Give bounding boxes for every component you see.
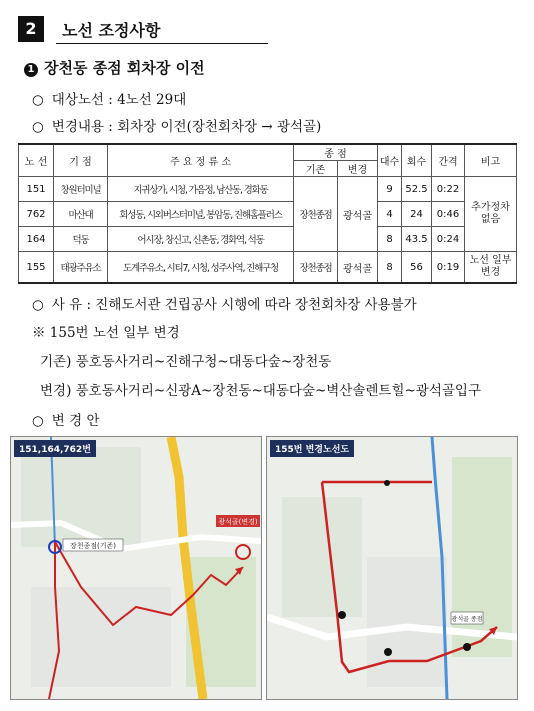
ring-bullet-icon: ○ (32, 297, 44, 313)
plan-line (32, 409, 100, 429)
route-maps (10, 436, 516, 698)
routes-table (18, 143, 517, 284)
ring-bullet-icon: ○ (32, 92, 44, 108)
cell-buses: 4 (378, 202, 402, 227)
cell-buses: 9 (378, 177, 402, 202)
cell-stops: 지귀상가, 시청, 가음정, 남산동, 경화동 (108, 177, 294, 202)
map-right (266, 436, 518, 700)
cell-route: 151 (19, 177, 54, 202)
section-header (18, 16, 268, 44)
cell-terminal-before: 장천종점 (294, 177, 338, 252)
reason-text: 사 유 : 진해도서관 건립공사 시행에 따라 장천회차장 사용불가 (51, 297, 417, 313)
map-left-tag: 151,164,762번 (14, 440, 96, 457)
cell-origin: 마산대 (54, 202, 108, 227)
change-line (32, 115, 321, 135)
header-stops: 주 요 정 류 소 (108, 144, 294, 177)
change-text: 변경내용 : 회차장 이전(장천회차장 → 광석골) (51, 119, 322, 135)
cell-origin: 창원터미널 (54, 177, 108, 202)
cell-route: 155 (19, 252, 54, 284)
bullet-number-icon: 1 (24, 63, 38, 77)
target-text: 대상노선 : 4노선 29대 (51, 92, 187, 108)
cell-buses: 8 (378, 227, 402, 252)
subsection-title (24, 57, 205, 78)
header-trips: 회수 (402, 144, 432, 177)
subsection-text: 장천동 종점 회차장 이전 (44, 59, 205, 77)
cell-remarks: 노선 일부변경 (465, 252, 517, 284)
cell-origin: 태광주유소 (54, 252, 108, 284)
cell-trips: 56 (402, 252, 432, 284)
section-title: 노선 조정사항 (62, 21, 161, 40)
table-row (19, 177, 517, 202)
map-label-old: 장천종점(기존) (69, 542, 117, 550)
reason-line (32, 293, 417, 313)
section-number: 2 (18, 16, 44, 42)
header-buses: 대수 (378, 144, 402, 177)
map-right-label: 광석골 종점 (451, 616, 483, 623)
cell-route: 762 (19, 202, 54, 227)
header-origin: 기 점 (54, 144, 108, 177)
target-line (32, 88, 186, 108)
ring-bullet-icon: ○ (32, 119, 44, 135)
note-line: ※ 155번 노선 일부 변경 (32, 325, 180, 341)
map-left-graphic (11, 437, 261, 699)
table-row (19, 227, 517, 252)
before-route-line: 기존) 풍호동사거리~진해구청~대동다숲~장천동 (40, 354, 332, 370)
header-terminal: 종 점 (294, 144, 378, 161)
header-interval: 간격 (432, 144, 465, 177)
plan-text: 변 경 안 (51, 413, 100, 429)
cell-terminal-before: 장천종점 (294, 252, 338, 284)
cell-stops: 회성동, 시외버스터미널, 봉암동, 진해홈플러스 (108, 202, 294, 227)
cell-origin: 덕동 (54, 227, 108, 252)
cell-interval: 0:24 (432, 227, 465, 252)
map-right-graphic (267, 437, 517, 699)
ring-bullet-icon: ○ (32, 413, 44, 429)
table-row (19, 252, 517, 284)
cell-route: 164 (19, 227, 54, 252)
cell-trips: 52.5 (402, 177, 432, 202)
after-route-line: 변경) 풍호동사거리~신광A~장천동~대동다숲~벽산솔렌트힐~광석골입구 (40, 383, 482, 399)
table-row (19, 202, 517, 227)
header-terminal-before: 기존 (294, 161, 338, 177)
map-label-new: 광석골(변경) (218, 518, 258, 526)
cell-interval: 0:46 (432, 202, 465, 227)
cell-buses: 8 (378, 252, 402, 284)
cell-trips: 43.5 (402, 227, 432, 252)
section-underline (56, 43, 268, 44)
map-right-tag: 155번 변경노선도 (270, 440, 354, 457)
cell-stops: 어시장, 창신고, 신촌동, 경화역, 석동 (108, 227, 294, 252)
cell-remarks: 추가정차 없음 (465, 177, 517, 252)
map-left (10, 436, 262, 700)
cell-trips: 24 (402, 202, 432, 227)
cell-terminal-after: 광석골 (338, 252, 378, 284)
header-terminal-after: 변경 (338, 161, 378, 177)
cell-stops: 도계주유소, 시티7, 시청, 성주사역, 진해구청 (108, 252, 294, 284)
cell-interval: 0:22 (432, 177, 465, 202)
cell-terminal-after: 광석골 (338, 177, 378, 252)
header-route: 노 선 (19, 144, 54, 177)
cell-interval: 0:19 (432, 252, 465, 284)
header-remarks: 비고 (465, 144, 517, 177)
